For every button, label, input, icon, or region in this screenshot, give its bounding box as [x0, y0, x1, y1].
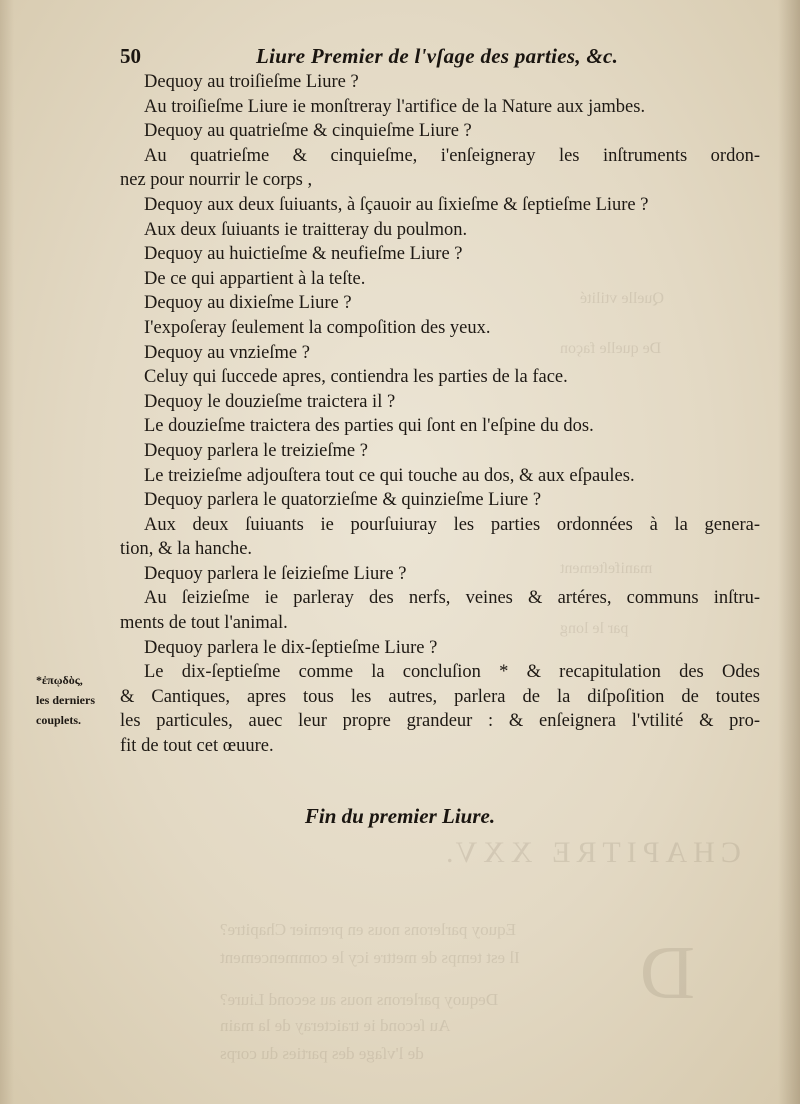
text-line: Dequoy parlera le dix-ſeptieſme Liure ? [144, 637, 438, 658]
text-line: les particules, auec leur propre grandeur : & enſeignera l'vtilité & pro- [120, 711, 760, 732]
bleed-through-line: Quelle vtilité [580, 290, 664, 307]
text-line: Dequoy au dixieſme Liure ? [144, 293, 352, 314]
text-line: Dequoy au quatrieſme & cinquieſme Liure ? [144, 121, 472, 142]
page-edge-shadow [778, 0, 800, 1104]
bleed-through-line: par le long [560, 620, 629, 637]
margin-note [36, 670, 116, 730]
text-line: Le treizieſme adjouſtera tout ce qui touche au dos, & aux eſpaules. [144, 465, 635, 486]
bleed-through-initial: D [640, 931, 695, 1015]
margin-note-line: les derniers [36, 693, 95, 707]
bleed-through-line: De quelle façon [560, 340, 662, 357]
colophon: Fin du premier Liure. [304, 804, 496, 828]
text-line: Aux deux ſuiuants ie traitteray du poulmon. [144, 219, 468, 240]
text-line: Dequoy au huictieſme & neufieſme Liure ? [144, 244, 463, 265]
text-line: Au ſeizieſme ie parleray des nerfs, veines & artéres, communs inſtru- [144, 588, 760, 609]
running-head [120, 42, 680, 72]
text-line: I'expoſeray ſeulement la compoſition des yeux. [144, 317, 491, 338]
margin-note-line: *ἐπῳδὸς, [36, 673, 83, 687]
text-line: tion, & la hanche. [120, 539, 253, 560]
text-line: Dequoy parlera le ſeizieſme Liure ? [144, 563, 407, 584]
text-line: Le douzieſme traictera des parties qui ſont en l'eſpine du dos. [144, 416, 594, 437]
text-line: Dequoy aux deux ſuiuants, à ſçauoir au ſixieſme & ſeptieſme Liure ? [144, 194, 649, 215]
text-line: fit de tout cet œuure. [120, 736, 274, 757]
page-gutter-shadow [0, 0, 14, 1104]
text-line: Au troiſieſme Liure ie monſtreray l'artifice de la Nature aux jambes. [144, 96, 646, 117]
text-line: Dequoy parlera le quatorzieſme & quinzieſme Liure ? [144, 490, 542, 511]
bleed-through-line: de l'vſage des parties du corps [220, 1044, 424, 1063]
text-line: Celuy qui ſuccede apres, contiendra les parties de la face. [144, 367, 568, 388]
bleed-through-line: Equoy parlerons nous en premier Chapitre? [220, 920, 516, 939]
bleed-through-line: Il est temps de mettre icy le commencement [220, 948, 520, 967]
bleed-through-line: manifeſtement [560, 560, 653, 577]
body-text [120, 70, 760, 759]
text-line: nez pour nourrir le corps , [120, 170, 313, 191]
bleed-through-heading: CHAPITRE XXV. [440, 836, 741, 869]
text-line: Dequoy parlera le treizieſme ? [144, 440, 368, 461]
text-line: Aux deux ſuiuants ie pourſuiuray les parties ordonnées à la genera- [144, 514, 760, 535]
text-line: & Cantiques, apres tous les autres, parlera de la diſpoſition de toutes [120, 686, 760, 707]
bleed-through-line: Au ſecond ie traicteray de la main [220, 1016, 451, 1035]
running-title: Liure Premier de l'vſage des parties, &c. [256, 44, 619, 68]
text-line: Au quatrieſme & cinquieſme, i'enſeigneray les inſtruments ordon- [144, 145, 760, 166]
bleed-through-line: Dequoy parlerons nous au second Liure? [220, 990, 499, 1009]
text-line: Dequoy au vnzieſme ? [144, 342, 310, 363]
text-line: Dequoy au troiſieſme Liure ? [144, 72, 359, 92]
page-number: 50 [120, 44, 141, 68]
text-line: Dequoy le douzieſme traictera il ? [144, 391, 396, 412]
margin-note-line: couplets. [36, 713, 81, 727]
text-line: De ce qui appartient à la teſte. [144, 268, 366, 289]
text-line: Le dix-ſeptieſme comme la concluſion * & recapitulation des Odes [144, 662, 760, 683]
text-line: ments de tout l'animal. [120, 613, 288, 634]
